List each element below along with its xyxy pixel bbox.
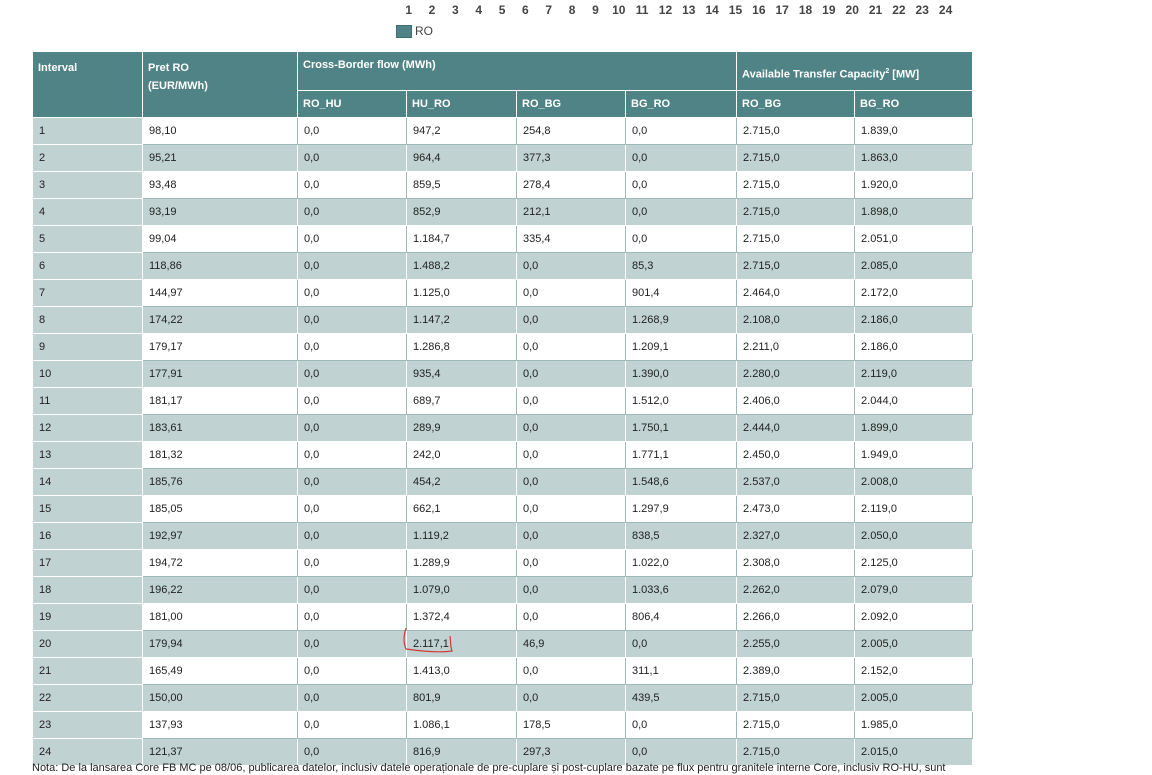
market-data-table: [32, 51, 973, 766]
cell-hu-ro: 1.413,0: [407, 658, 517, 685]
cell-atc-ro-bg: 2.389,0: [737, 658, 855, 685]
cell-interval: 11: [33, 388, 143, 415]
cell-ro-bg: 278,4: [517, 172, 626, 199]
cell-price: 185,05: [143, 496, 298, 523]
table-row: [33, 361, 973, 388]
cell-atc-ro-bg: 2.715,0: [737, 226, 855, 253]
header-price: [143, 52, 298, 118]
cell-hu-ro: 1.286,8: [407, 334, 517, 361]
cell-hu-ro: 859,5: [407, 172, 517, 199]
table-row: [33, 415, 973, 442]
cell-ro-hu: 0,0: [298, 577, 407, 604]
cell-ro-bg: 0,0: [517, 577, 626, 604]
cell-bg-ro: 0,0: [626, 739, 737, 766]
cell-ro-hu: 0,0: [298, 523, 407, 550]
axis-tick: 24: [938, 3, 953, 17]
cell-bg-ro: 1.512,0: [626, 388, 737, 415]
cell-ro-hu: 0,0: [298, 226, 407, 253]
cell-ro-bg: 0,0: [517, 253, 626, 280]
cell-atc-ro-bg: 2.406,0: [737, 388, 855, 415]
header-cross-border: Cross-Border flow (MWh): [298, 52, 737, 91]
cell-atc-bg-ro: 2.172,0: [855, 280, 973, 307]
cell-hu-ro: 1.488,2: [407, 253, 517, 280]
cell-interval: 18: [33, 577, 143, 604]
cell-atc-ro-bg: 2.715,0: [737, 253, 855, 280]
cell-ro-bg: 0,0: [517, 361, 626, 388]
cell-atc-bg-ro: 2.051,0: [855, 226, 973, 253]
cell-interval: 13: [33, 442, 143, 469]
subheader-atc-bg-ro: BG_RO: [855, 90, 973, 117]
cell-hu-ro: 816,9: [407, 739, 517, 766]
axis-tick: 12: [658, 3, 673, 17]
cell-atc-ro-bg: 2.327,0: [737, 523, 855, 550]
subheader-bg-ro: BG_RO: [626, 90, 737, 117]
cell-atc-bg-ro: 1.839,0: [855, 118, 973, 145]
header-atc: [737, 52, 973, 91]
table-row: [33, 199, 973, 226]
cell-price: 144,97: [143, 280, 298, 307]
cell-price: 181,32: [143, 442, 298, 469]
cell-atc-ro-bg: 2.715,0: [737, 118, 855, 145]
cell-price: 150,00: [143, 685, 298, 712]
cell-ro-bg: 377,3: [517, 145, 626, 172]
cell-atc-bg-ro: 2.186,0: [855, 334, 973, 361]
cell-interval: 23: [33, 712, 143, 739]
table-row: [33, 307, 973, 334]
axis-tick: 4: [475, 3, 483, 17]
axis-tick: 18: [798, 3, 813, 17]
cell-hu-ro: 935,4: [407, 361, 517, 388]
table-row: [33, 631, 973, 658]
header-interval: Interval: [33, 52, 143, 118]
legend-swatch-ro: [396, 25, 412, 38]
table-row: [33, 712, 973, 739]
cell-hu-ro: 662,1: [407, 496, 517, 523]
cell-ro-hu: 0,0: [298, 496, 407, 523]
cell-bg-ro: 806,4: [626, 604, 737, 631]
cell-ro-bg: 0,0: [517, 415, 626, 442]
cell-ro-bg: 178,5: [517, 712, 626, 739]
cell-ro-bg: 0,0: [517, 469, 626, 496]
cell-ro-bg: 0,0: [517, 442, 626, 469]
cell-atc-bg-ro: 1.985,0: [855, 712, 973, 739]
cell-atc-bg-ro: 1.920,0: [855, 172, 973, 199]
cell-price: 121,37: [143, 739, 298, 766]
cell-hu-ro: 1.079,0: [407, 577, 517, 604]
cell-ro-hu: 0,0: [298, 469, 407, 496]
cell-hu-ro: 964,4: [407, 145, 517, 172]
cell-bg-ro: 1.033,6: [626, 577, 737, 604]
cell-price: 196,22: [143, 577, 298, 604]
axis-tick: 2: [428, 3, 436, 17]
cell-hu-ro: 689,7: [407, 388, 517, 415]
cell-bg-ro: 1.297,9: [626, 496, 737, 523]
cell-atc-bg-ro: 2.085,0: [855, 253, 973, 280]
cell-interval: 20: [33, 631, 143, 658]
cell-ro-hu: 0,0: [298, 388, 407, 415]
cell-interval: 3: [33, 172, 143, 199]
cell-ro-bg: 0,0: [517, 604, 626, 631]
cell-price: 98,10: [143, 118, 298, 145]
cell-interval: 9: [33, 334, 143, 361]
cell-interval: 12: [33, 415, 143, 442]
cell-interval: 19: [33, 604, 143, 631]
axis-tick: 22: [892, 3, 906, 17]
cell-bg-ro: 1.548,6: [626, 469, 737, 496]
cell-ro-hu: 0,0: [298, 415, 407, 442]
cell-atc-bg-ro: 2.092,0: [855, 604, 973, 631]
cell-atc-bg-ro: 2.005,0: [855, 685, 973, 712]
cell-hu-ro: 1.289,9: [407, 550, 517, 577]
header-atc-footnote[interactable]: 2: [885, 67, 890, 75]
table-row: [33, 496, 973, 523]
table-body: [33, 118, 973, 766]
cell-price: 99,04: [143, 226, 298, 253]
table-row: [33, 469, 973, 496]
cell-atc-ro-bg: 2.280,0: [737, 361, 855, 388]
axis-tick: 10: [612, 3, 626, 17]
cell-ro-hu: 0,0: [298, 280, 407, 307]
cell-ro-hu: 0,0: [298, 334, 407, 361]
cell-hu-ro: 1.184,7: [407, 226, 517, 253]
cell-atc-ro-bg: 2.715,0: [737, 199, 855, 226]
cell-hu-ro: 1.086,1: [407, 712, 517, 739]
cell-atc-bg-ro: 1.898,0: [855, 199, 973, 226]
cell-hu-ro: 1.147,2: [407, 307, 517, 334]
cell-bg-ro: 0,0: [626, 712, 737, 739]
cell-ro-bg: 0,0: [517, 685, 626, 712]
legend-label: RO: [415, 24, 433, 38]
cell-atc-bg-ro: 2.186,0: [855, 307, 973, 334]
cell-price: 174,22: [143, 307, 298, 334]
cell-price: 181,00: [143, 604, 298, 631]
cell-hu-ro: 2.117,1: [407, 631, 517, 658]
cell-atc-bg-ro: 1.863,0: [855, 145, 973, 172]
cell-price: 165,49: [143, 658, 298, 685]
cell-hu-ro: 1.119,2: [407, 523, 517, 550]
cell-ro-hu: 0,0: [298, 118, 407, 145]
header-price-line1: Pret RO: [148, 62, 189, 74]
subheader-ro-hu: RO_HU: [298, 90, 407, 117]
cell-ro-hu: 0,0: [298, 307, 407, 334]
cell-atc-bg-ro: 1.949,0: [855, 442, 973, 469]
axis-tick: 19: [822, 3, 836, 17]
cell-ro-bg: 0,0: [517, 550, 626, 577]
cell-bg-ro: 0,0: [626, 631, 737, 658]
cell-hu-ro: 1.125,0: [407, 280, 517, 307]
cell-price: 137,93: [143, 712, 298, 739]
cell-interval: 7: [33, 280, 143, 307]
cell-interval: 21: [33, 658, 143, 685]
cell-atc-ro-bg: 2.108,0: [737, 307, 855, 334]
table-row: [33, 550, 973, 577]
cell-interval: 24: [33, 739, 143, 766]
cell-atc-bg-ro: 2.152,0: [855, 658, 973, 685]
cell-atc-ro-bg: 2.211,0: [737, 334, 855, 361]
axis-tick: 20: [845, 3, 859, 17]
cell-ro-hu: 0,0: [298, 658, 407, 685]
axis-tick: 17: [775, 3, 789, 17]
cell-atc-ro-bg: 2.450,0: [737, 442, 855, 469]
axis-tick: 23: [915, 3, 929, 17]
cell-ro-bg: 0,0: [517, 307, 626, 334]
cell-ro-hu: 0,0: [298, 361, 407, 388]
cell-ro-bg: 0,0: [517, 523, 626, 550]
cell-bg-ro: 0,0: [626, 118, 737, 145]
cell-hu-ro: 242,0: [407, 442, 517, 469]
cell-bg-ro: 1.771,1: [626, 442, 737, 469]
cell-atc-ro-bg: 2.308,0: [737, 550, 855, 577]
cell-ro-bg: 212,1: [517, 199, 626, 226]
cell-hu-ro: 454,2: [407, 469, 517, 496]
axis-tick: 5: [498, 3, 506, 17]
cell-price: 185,76: [143, 469, 298, 496]
axis-tick: 14: [705, 3, 719, 17]
cell-atc-ro-bg: 2.715,0: [737, 712, 855, 739]
axis-tick: 11: [635, 3, 649, 17]
table-row: [33, 604, 973, 631]
table-row: [33, 577, 973, 604]
cell-bg-ro: 439,5: [626, 685, 737, 712]
table-row: [33, 280, 973, 307]
cell-interval: 15: [33, 496, 143, 523]
cell-ro-bg: 0,0: [517, 334, 626, 361]
cell-hu-ro: 801,9: [407, 685, 517, 712]
cell-ro-hu: 0,0: [298, 442, 407, 469]
cell-ro-hu: 0,0: [298, 604, 407, 631]
cell-atc-bg-ro: 2.119,0: [855, 361, 973, 388]
cell-atc-ro-bg: 2.255,0: [737, 631, 855, 658]
cell-interval: 1: [33, 118, 143, 145]
cell-interval: 17: [33, 550, 143, 577]
table-row: [33, 388, 973, 415]
table-row: [33, 442, 973, 469]
axis-tick: 1: [405, 3, 413, 17]
cell-atc-bg-ro: 2.050,0: [855, 523, 973, 550]
axis-tick: 7: [545, 3, 553, 17]
table-row: [33, 253, 973, 280]
cell-interval: 4: [33, 199, 143, 226]
cell-atc-bg-ro: 2.005,0: [855, 631, 973, 658]
cell-ro-bg: 0,0: [517, 388, 626, 415]
chart-x-axis: [397, 3, 957, 21]
cell-atc-bg-ro: 2.015,0: [855, 739, 973, 766]
cell-hu-ro: 852,9: [407, 199, 517, 226]
cell-price: 183,61: [143, 415, 298, 442]
cell-bg-ro: 0,0: [626, 199, 737, 226]
cell-hu-ro: 289,9: [407, 415, 517, 442]
cell-price: 93,48: [143, 172, 298, 199]
cell-ro-hu: 0,0: [298, 550, 407, 577]
axis-tick: 15: [728, 3, 743, 17]
subheader-atc-ro-bg: RO_BG: [737, 90, 855, 117]
cell-atc-bg-ro: 2.119,0: [855, 496, 973, 523]
cell-atc-ro-bg: 2.444,0: [737, 415, 855, 442]
cell-ro-bg: 46,9: [517, 631, 626, 658]
table-row: [33, 658, 973, 685]
table-row: [33, 226, 973, 253]
cell-ro-hu: 0,0: [298, 631, 407, 658]
cell-ro-bg: 0,0: [517, 658, 626, 685]
cell-price: 95,21: [143, 145, 298, 172]
cell-atc-bg-ro: 2.125,0: [855, 550, 973, 577]
cell-atc-ro-bg: 2.715,0: [737, 172, 855, 199]
axis-tick: 6: [522, 3, 529, 17]
cell-atc-ro-bg: 2.262,0: [737, 577, 855, 604]
cell-atc-ro-bg: 2.715,0: [737, 685, 855, 712]
cell-ro-bg: 0,0: [517, 280, 626, 307]
cell-price: 179,94: [143, 631, 298, 658]
cell-atc-ro-bg: 2.266,0: [737, 604, 855, 631]
cell-bg-ro: 85,3: [626, 253, 737, 280]
cell-bg-ro: 311,1: [626, 658, 737, 685]
table-row: [33, 334, 973, 361]
cell-price: 181,17: [143, 388, 298, 415]
axis-tick: 13: [682, 3, 696, 17]
table-row: [33, 145, 973, 172]
cell-interval: 2: [33, 145, 143, 172]
cell-interval: 5: [33, 226, 143, 253]
cell-bg-ro: 1.022,0: [626, 550, 737, 577]
cell-atc-ro-bg: 2.537,0: [737, 469, 855, 496]
cell-bg-ro: 901,4: [626, 280, 737, 307]
cell-price: 194,72: [143, 550, 298, 577]
axis-tick: 21: [868, 3, 883, 17]
table-row: [33, 523, 973, 550]
cell-ro-hu: 0,0: [298, 199, 407, 226]
cell-ro-hu: 0,0: [298, 145, 407, 172]
cell-bg-ro: 838,5: [626, 523, 737, 550]
cell-interval: 6: [33, 253, 143, 280]
cell-bg-ro: 1.750,1: [626, 415, 737, 442]
cell-interval: 10: [33, 361, 143, 388]
cell-price: 118,86: [143, 253, 298, 280]
cell-interval: 8: [33, 307, 143, 334]
header-atc-unit: [MW]: [889, 68, 920, 81]
cell-ro-bg: 0,0: [517, 496, 626, 523]
cell-price: 177,91: [143, 361, 298, 388]
cell-atc-ro-bg: 2.464,0: [737, 280, 855, 307]
cell-ro-bg: 254,8: [517, 118, 626, 145]
chart-legend[interactable]: [396, 24, 433, 38]
cell-atc-ro-bg: 2.715,0: [737, 145, 855, 172]
cell-atc-ro-bg: 2.473,0: [737, 496, 855, 523]
table-row: [33, 172, 973, 199]
cell-ro-bg: 297,3: [517, 739, 626, 766]
cell-ro-hu: 0,0: [298, 685, 407, 712]
cell-atc-bg-ro: 2.044,0: [855, 388, 973, 415]
cell-atc-bg-ro: 1.899,0: [855, 415, 973, 442]
axis-tick: 8: [568, 3, 576, 17]
cell-ro-hu: 0,0: [298, 712, 407, 739]
cell-bg-ro: 0,0: [626, 226, 737, 253]
axis-tick: 16: [752, 3, 766, 17]
cell-interval: 14: [33, 469, 143, 496]
cell-ro-hu: 0,0: [298, 253, 407, 280]
table-row: [33, 118, 973, 145]
cell-atc-ro-bg: 2.715,0: [737, 739, 855, 766]
cell-bg-ro: 1.209,1: [626, 334, 737, 361]
cell-bg-ro: 0,0: [626, 145, 737, 172]
cell-ro-hu: 0,0: [298, 172, 407, 199]
cell-atc-bg-ro: 2.079,0: [855, 577, 973, 604]
cell-interval: 16: [33, 523, 143, 550]
subheader-ro-bg: RO_BG: [517, 90, 626, 117]
footnote-text: Nota: De la lansarea Core FB MC pe 08/06, publicarea datelor, inclusiv datele operaționale de pre-cuplare și post-cuplare bazate pe flux pentru granitele interne Core, inclusiv RO-HU, sunt: [32, 762, 946, 774]
cell-price: 192,97: [143, 523, 298, 550]
cell-price: 93,19: [143, 199, 298, 226]
table-row: [33, 685, 973, 712]
subheader-hu-ro: HU_RO: [407, 90, 517, 117]
cell-ro-bg: 335,4: [517, 226, 626, 253]
cell-price: 179,17: [143, 334, 298, 361]
cell-bg-ro: 1.268,9: [626, 307, 737, 334]
cell-bg-ro: 1.390,0: [626, 361, 737, 388]
cell-ro-hu: 0,0: [298, 739, 407, 766]
axis-tick: 9: [592, 3, 599, 17]
header-atc-label: Available Transfer Capacity: [742, 68, 886, 81]
cell-hu-ro: 947,2: [407, 118, 517, 145]
cell-bg-ro: 0,0: [626, 172, 737, 199]
axis-tick: 3: [452, 3, 459, 17]
cell-interval: 22: [33, 685, 143, 712]
cell-hu-ro: 1.372,4: [407, 604, 517, 631]
header-price-line2: (EUR/MWh): [148, 80, 208, 92]
cell-atc-bg-ro: 2.008,0: [855, 469, 973, 496]
